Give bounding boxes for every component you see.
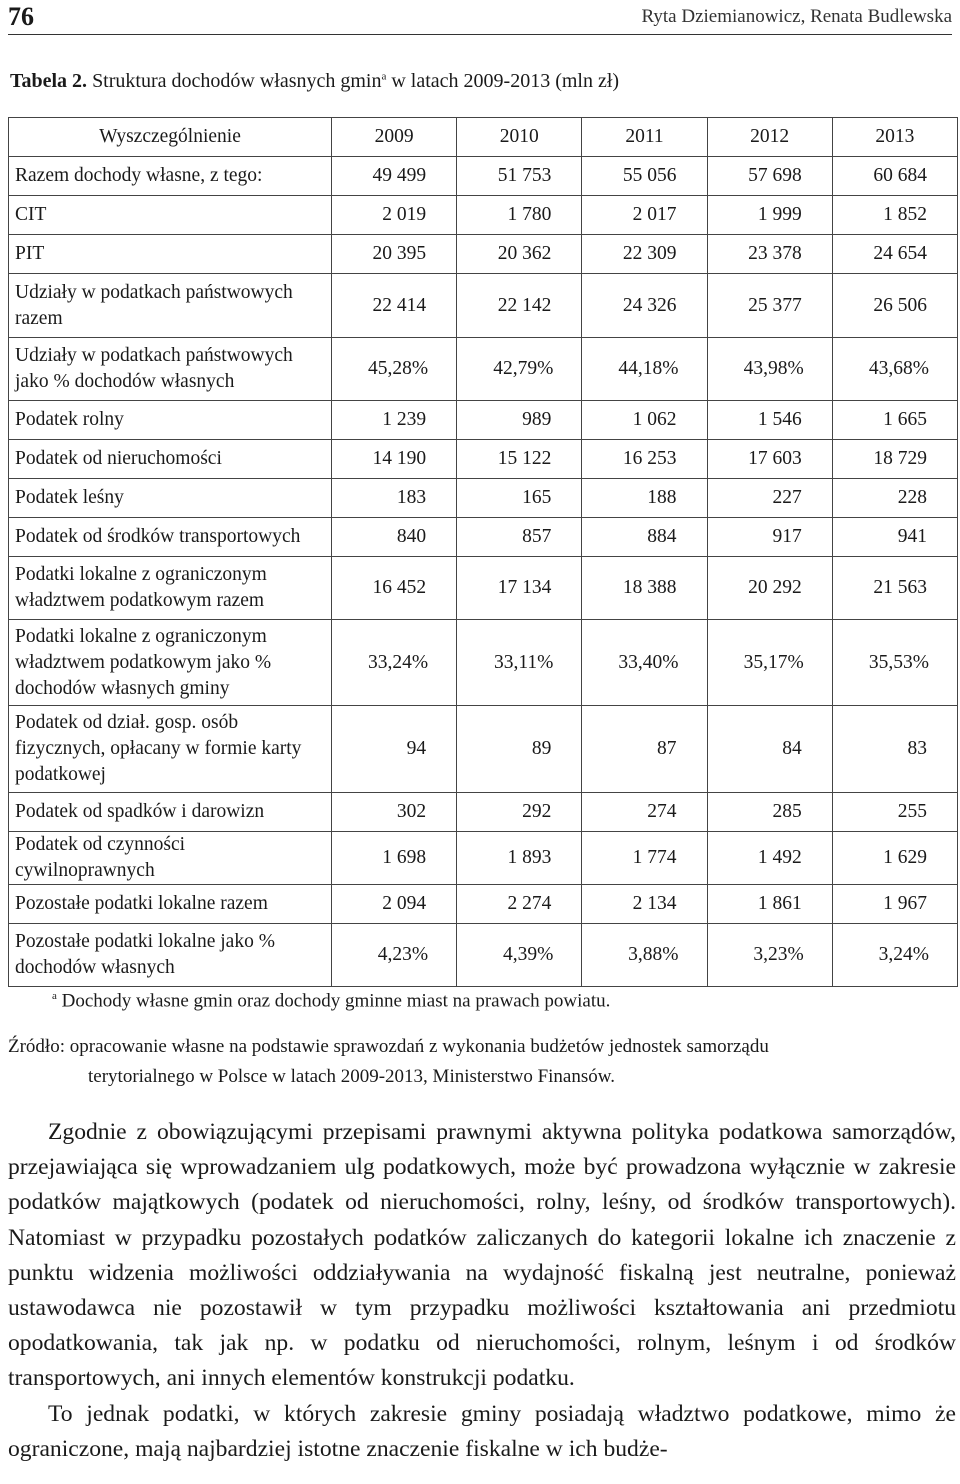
table-row — [9, 832, 958, 885]
table-row — [9, 157, 958, 196]
row-label: Podatek rolny — [9, 401, 332, 440]
table-cell: 1 062 — [582, 401, 707, 440]
table-cell: 255 — [832, 793, 957, 832]
table-header-row — [9, 118, 958, 157]
table-cell: 17 603 — [707, 440, 832, 479]
table-cell: 18 388 — [582, 557, 707, 620]
table-source — [8, 1032, 954, 1092]
table-cell: 44,18% — [582, 338, 707, 401]
table-cell: 51 753 — [457, 157, 582, 196]
table-cell: 22 142 — [457, 274, 582, 338]
table-caption-label: Tabela 2. — [10, 70, 88, 92]
table-cell: 3,88% — [582, 924, 707, 987]
table-cell: 2 094 — [331, 885, 456, 924]
row-label: Podatki lokalne z ograniczonym władztwem podatkowym jako % dochodów własnych gminy — [9, 620, 332, 706]
table-cell: 1 492 — [707, 832, 832, 885]
table-cell: 43,98% — [707, 338, 832, 401]
source-text: opracowanie własne na podstawie sprawozdań z wykonania budżetów jednostek samorządu — [69, 1036, 769, 1057]
table-row — [9, 706, 958, 793]
row-label: CIT — [9, 196, 332, 235]
table-cell: 840 — [331, 518, 456, 557]
table-cell: 2 017 — [582, 196, 707, 235]
table-cell: 57 698 — [707, 157, 832, 196]
table-cell: 55 056 — [582, 157, 707, 196]
table-cell: 87 — [582, 706, 707, 793]
table-cell: 4,39% — [457, 924, 582, 987]
table-cell: 14 190 — [331, 440, 456, 479]
row-label: Pozostałe podatki lokalne razem — [9, 885, 332, 924]
source-label: Źródło: — [8, 1036, 65, 1057]
table-cell: 60 684 — [832, 157, 957, 196]
table-cell: 285 — [707, 793, 832, 832]
table-cell: 3,24% — [832, 924, 957, 987]
table-cell: 17 134 — [457, 557, 582, 620]
table-row — [9, 557, 958, 620]
footnote-text: Dochody własne gmin oraz dochody gminne miast na prawach powiatu. — [61, 990, 611, 1012]
table-body — [9, 157, 958, 987]
table-cell: 1 780 — [457, 196, 582, 235]
table-cell: 2 019 — [331, 196, 456, 235]
row-label: Podatek od środków transportowych — [9, 518, 332, 557]
table-row — [9, 620, 958, 706]
table-cell: 1 239 — [331, 401, 456, 440]
table-cell: 1 698 — [331, 832, 456, 885]
table-cell: 1 893 — [457, 832, 582, 885]
table-cell: 227 — [707, 479, 832, 518]
table-caption-title: Struktura dochodów własnych gmin — [92, 70, 382, 92]
table-cell: 33,24% — [331, 620, 456, 706]
row-label: Podatek od czynności cywilnoprawnych — [9, 832, 332, 885]
table-cell: 2 134 — [582, 885, 707, 924]
table-cell: 941 — [832, 518, 957, 557]
table-cell: 33,11% — [457, 620, 582, 706]
table-row — [9, 793, 958, 832]
table-cell: 35,53% — [832, 620, 957, 706]
table-cell: 3,23% — [707, 924, 832, 987]
table-cell: 94 — [331, 706, 456, 793]
table-cell: 228 — [832, 479, 957, 518]
table-cell: 24 654 — [832, 235, 957, 274]
table-cell: 20 362 — [457, 235, 582, 274]
table-cell: 21 563 — [832, 557, 957, 620]
table-cell: 33,40% — [582, 620, 707, 706]
table-caption-marker: a — [381, 70, 387, 83]
running-head: Ryta Dziemianowicz, Renata Budlewska — [641, 6, 952, 27]
table-cell: 20 292 — [707, 557, 832, 620]
table-cell: 18 729 — [832, 440, 957, 479]
table-cell: 302 — [331, 793, 456, 832]
table-cell: 1 967 — [832, 885, 957, 924]
row-label: Pozostałe podatki lokalne jako % dochodów własnych — [9, 924, 332, 987]
table-caption-title-end: w latach 2009-2013 (mln zł) — [391, 70, 620, 92]
page-header — [8, 0, 952, 35]
column-header: Wyszczególnienie — [9, 118, 332, 157]
table-row — [9, 440, 958, 479]
row-label: Podatek od nieruchomości — [9, 440, 332, 479]
table-cell: 89 — [457, 706, 582, 793]
table-row — [9, 274, 958, 338]
table-cell: 989 — [457, 401, 582, 440]
body-paragraph: Zgodnie z obowiązującymi przepisami prawnymi aktywna polityka podatkowa samorządów, przejawiająca się wprowadzaniem ulg podatkowych, może być prowadzona wyłącznie w zakresie podatków majątkowych (podatek od nieruchomości, rolny, leśny, od środków transportowych). Natomiast w przypadku pozostałych podatków zaliczanych do kategorii lokalne ich znaczenie z punktu widzenia możliwości oddziaływania na wydajność fiskalną jest neutralne, ponieważ ustawodawca nie pozostawił w tym przypadku możliwości kształtowania ani przedmiotu opodatkowania, tak jak np. w podatku od nieruchomości, rolnym, leśnym i od środków transportowych, ani innych elementów konstrukcji podatku. — [8, 1119, 956, 1392]
table-cell: 15 122 — [457, 440, 582, 479]
table-cell: 22 309 — [582, 235, 707, 274]
table-cell: 857 — [457, 518, 582, 557]
table-cell: 20 395 — [331, 235, 456, 274]
table-cell: 917 — [707, 518, 832, 557]
footnote-marker: a — [52, 990, 57, 1002]
table-cell: 23 378 — [707, 235, 832, 274]
table-row — [9, 338, 958, 401]
column-header: 2013 — [832, 118, 957, 157]
row-label: Podatki lokalne z ograniczonym władztwem podatkowym razem — [9, 557, 332, 620]
table-row — [9, 479, 958, 518]
row-label: Udziały w podatkach państwowych jako % dochodów własnych — [9, 338, 332, 401]
table-row — [9, 235, 958, 274]
table-cell: 1 546 — [707, 401, 832, 440]
table-footnote — [52, 990, 610, 1012]
table-cell: 16 452 — [331, 557, 456, 620]
table-cell: 1 774 — [582, 832, 707, 885]
row-label: Podatek od dział. gosp. osób fizycznych, opłacany w formie karty podatkowej — [9, 706, 332, 793]
table-cell: 45,28% — [331, 338, 456, 401]
table-cell: 25 377 — [707, 274, 832, 338]
body-text — [8, 1115, 956, 1467]
table-cell: 35,17% — [707, 620, 832, 706]
table-cell: 274 — [582, 793, 707, 832]
table-cell: 24 326 — [582, 274, 707, 338]
table-cell: 1 629 — [832, 832, 957, 885]
table-cell: 16 253 — [582, 440, 707, 479]
table-cell: 83 — [832, 706, 957, 793]
table-cell: 292 — [457, 793, 582, 832]
table-cell: 165 — [457, 479, 582, 518]
table-cell: 1 999 — [707, 196, 832, 235]
table-cell: 2 274 — [457, 885, 582, 924]
body-paragraph: To jednak podatki, w których zakresie gminy posiadają władztwo podatkowe, mimo że ograniczone, mają najbardziej istotne znaczenie fiskalne w ich budże- — [8, 1400, 956, 1462]
table-row — [9, 401, 958, 440]
table-cell: 183 — [331, 479, 456, 518]
table-cell: 884 — [582, 518, 707, 557]
table-row — [9, 518, 958, 557]
table-row — [9, 196, 958, 235]
table-cell: 49 499 — [331, 157, 456, 196]
table-cell: 1 665 — [832, 401, 957, 440]
row-label: Podatek od spadków i darowizn — [9, 793, 332, 832]
table-cell: 188 — [582, 479, 707, 518]
row-label: PIT — [9, 235, 332, 274]
column-header: 2012 — [707, 118, 832, 157]
column-header: 2011 — [582, 118, 707, 157]
row-label: Razem dochody własne, z tego: — [9, 157, 332, 196]
table-cell: 22 414 — [331, 274, 456, 338]
table-row — [9, 924, 958, 987]
row-label: Podatek leśny — [9, 479, 332, 518]
table-cell: 1 852 — [832, 196, 957, 235]
table-cell: 42,79% — [457, 338, 582, 401]
source-text-continued: terytorialnego w Polsce w latach 2009-2013, Ministerstwo Finansów. — [88, 1066, 615, 1087]
table-cell: 43,68% — [832, 338, 957, 401]
table-cell: 26 506 — [832, 274, 957, 338]
table-row — [9, 885, 958, 924]
table-cell: 84 — [707, 706, 832, 793]
table-caption — [10, 70, 619, 93]
table-cell: 1 861 — [707, 885, 832, 924]
row-label: Udziały w podatkach państwowych razem — [9, 274, 332, 338]
income-structure-table — [8, 117, 958, 987]
column-header: 2010 — [457, 118, 582, 157]
page-number: 76 — [8, 2, 34, 31]
column-header: 2009 — [331, 118, 456, 157]
table-cell: 4,23% — [331, 924, 456, 987]
